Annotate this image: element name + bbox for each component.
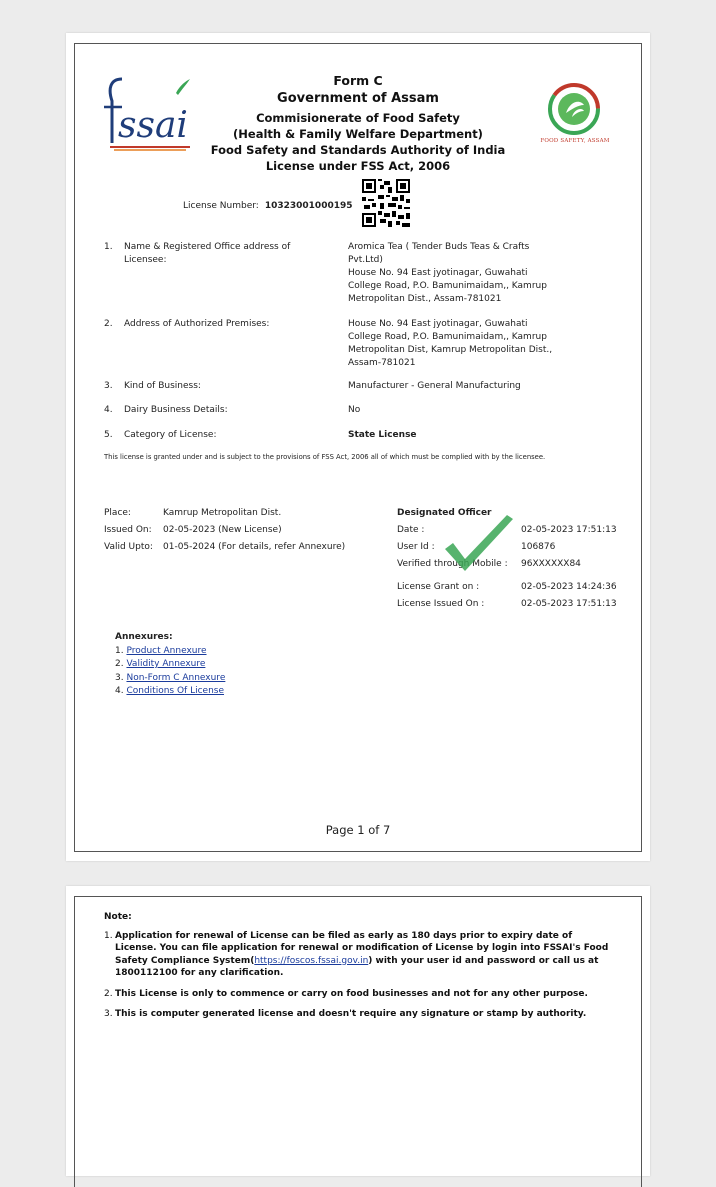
item-license-category: 5. Category of License: State License: [66, 429, 650, 443]
commissionerate-line: Commisionerate of Food Safety: [256, 111, 460, 125]
conditions-of-license-link[interactable]: Conditions Of License: [126, 686, 225, 696]
note-item-renewal: 1. Application for renewal of License can be filed as early as 180 days prior to expiry date of License. You can file application for renewal or modification of License by login into FSSAI's Food Safety Compliance System(https://foscos.fssai.gov.in) with your user id and password or call us at 1800112100 for any clarification.: [104, 930, 609, 978]
item-label: Name & Registered Office address of Licensee:: [124, 242, 291, 265]
validity-annexure-link[interactable]: Validity Annexure: [126, 659, 206, 669]
annexures-title: Annexures:: [115, 632, 173, 642]
item-dairy-business: 4. Dairy Business Details: No: [66, 404, 650, 418]
act-line: License under FSS Act, 2006: [265, 159, 451, 173]
form-title: Form C: [333, 73, 383, 88]
designated-officer-title: Designated Officer: [397, 508, 492, 518]
svg-text:ssai: ssai: [118, 105, 188, 146]
food-safety-caption: FOOD SAFETY, ASSAM: [540, 138, 610, 144]
license-page-2: [66, 886, 650, 1176]
page-number: Page 1 of 7: [325, 823, 391, 837]
license-page-1: [66, 33, 650, 861]
item-kind-of-business: 3. Kind of Business: Manufacturer - General Manufacturing: [66, 380, 650, 394]
item-value: Manufacturer - General Manufacturing: [348, 381, 521, 391]
item-value: No: [348, 405, 361, 415]
note-item-purpose: 2. This License is only to commence or carry on food businesses and not for any other purpose.: [104, 988, 588, 999]
authority-line: Food Safety and Standards Authority of India: [210, 143, 506, 157]
license-number-value: 10323001000195: [264, 201, 353, 211]
government-title: Government of Assam: [277, 91, 439, 106]
item-label: Address of Authorized Premises:: [124, 319, 270, 329]
issue-values: Kamrup Metropolitan Dist. 02-05-2023 (New License) 01-05-2024 (For details, refer Annexure): [163, 508, 346, 552]
product-annexure-link[interactable]: Product Annexure: [126, 645, 207, 656]
item-label: Kind of Business:: [124, 381, 201, 391]
qr-code-icon: [362, 179, 410, 227]
item-label: Dairy Business Details:: [124, 405, 228, 415]
note-title: Note:: [104, 912, 132, 922]
department-line: (Health & Family Welfare Department): [233, 127, 483, 141]
item-value: Aromica Tea ( Tender Buds Teas & Crafts Pvt.Ltd) House No. 94 East jyotinagar, Guwahati College Road, P.O. Bamunimaidam,, Kamrup Metropolitan Dist., Assam-781021: [348, 242, 547, 304]
item-licensee-name: 1. Name & Registered Office address of Licensee: Aromica Tea ( Tender Buds Teas & Crafts Pvt.Ltd) House No. 94 East jyotinagar, Guwahati College Road, P.O. Bamunimaidam,, Kamrup Metropolitan Dist., Assam-781021: [66, 241, 650, 311]
note-item-computer-generated: 3. This is computer generated license and doesn't require any signature or stamp by authority.: [104, 1009, 587, 1019]
license-number-row: [183, 201, 353, 211]
issue-labels: Place: Issued On: Valid Upto:: [104, 508, 153, 552]
item-premises-address: 2. Address of Authorized Premises: House No. 94 East jyotinagar, Guwahati College Road, P.O. Bamunimaidam,, Kamrup Metropolitan Dist, Kamrup Metropolitan Dist., Assam-781021: [66, 318, 650, 373]
grant-note: This license is granted under and is subject to the provisions of FSS Act, 2006 all of which must be complied with by the licensee.: [104, 453, 546, 461]
license-number-label: License Number:: [183, 201, 259, 211]
officer-labels: Designated Officer Date : User Id : Verified through Mobile : License Grant on : License Issued On :: [397, 505, 522, 613]
verified-check-icon: [441, 515, 516, 575]
officer-values: 02-05-2023 17:51:13 106876 96XXXXXX84 02-05-2023 14:24:36 02-05-2023 17:51:13: [521, 525, 617, 609]
non-form-c-annexure-link[interactable]: Non-Form C Annexure: [126, 672, 226, 683]
item-value: House No. 94 East jyotinagar, Guwahati College Road, P.O. Bamunimaidam,, Kamrup Metropolitan Dist, Kamrup Metropolitan Dist., Assam-781021: [348, 319, 553, 368]
note-section: [104, 911, 614, 1029]
annexures-list: Annexures: 1. Product Annexure 2. Validity Annexure 3. Non-Form C Annexure 4. Conditions Of License: [115, 632, 226, 696]
item-label: Category of License:: [124, 430, 217, 440]
foscos-link[interactable]: https://foscos.fssai.gov.in: [254, 955, 369, 966]
item-value: State License: [348, 430, 417, 440]
